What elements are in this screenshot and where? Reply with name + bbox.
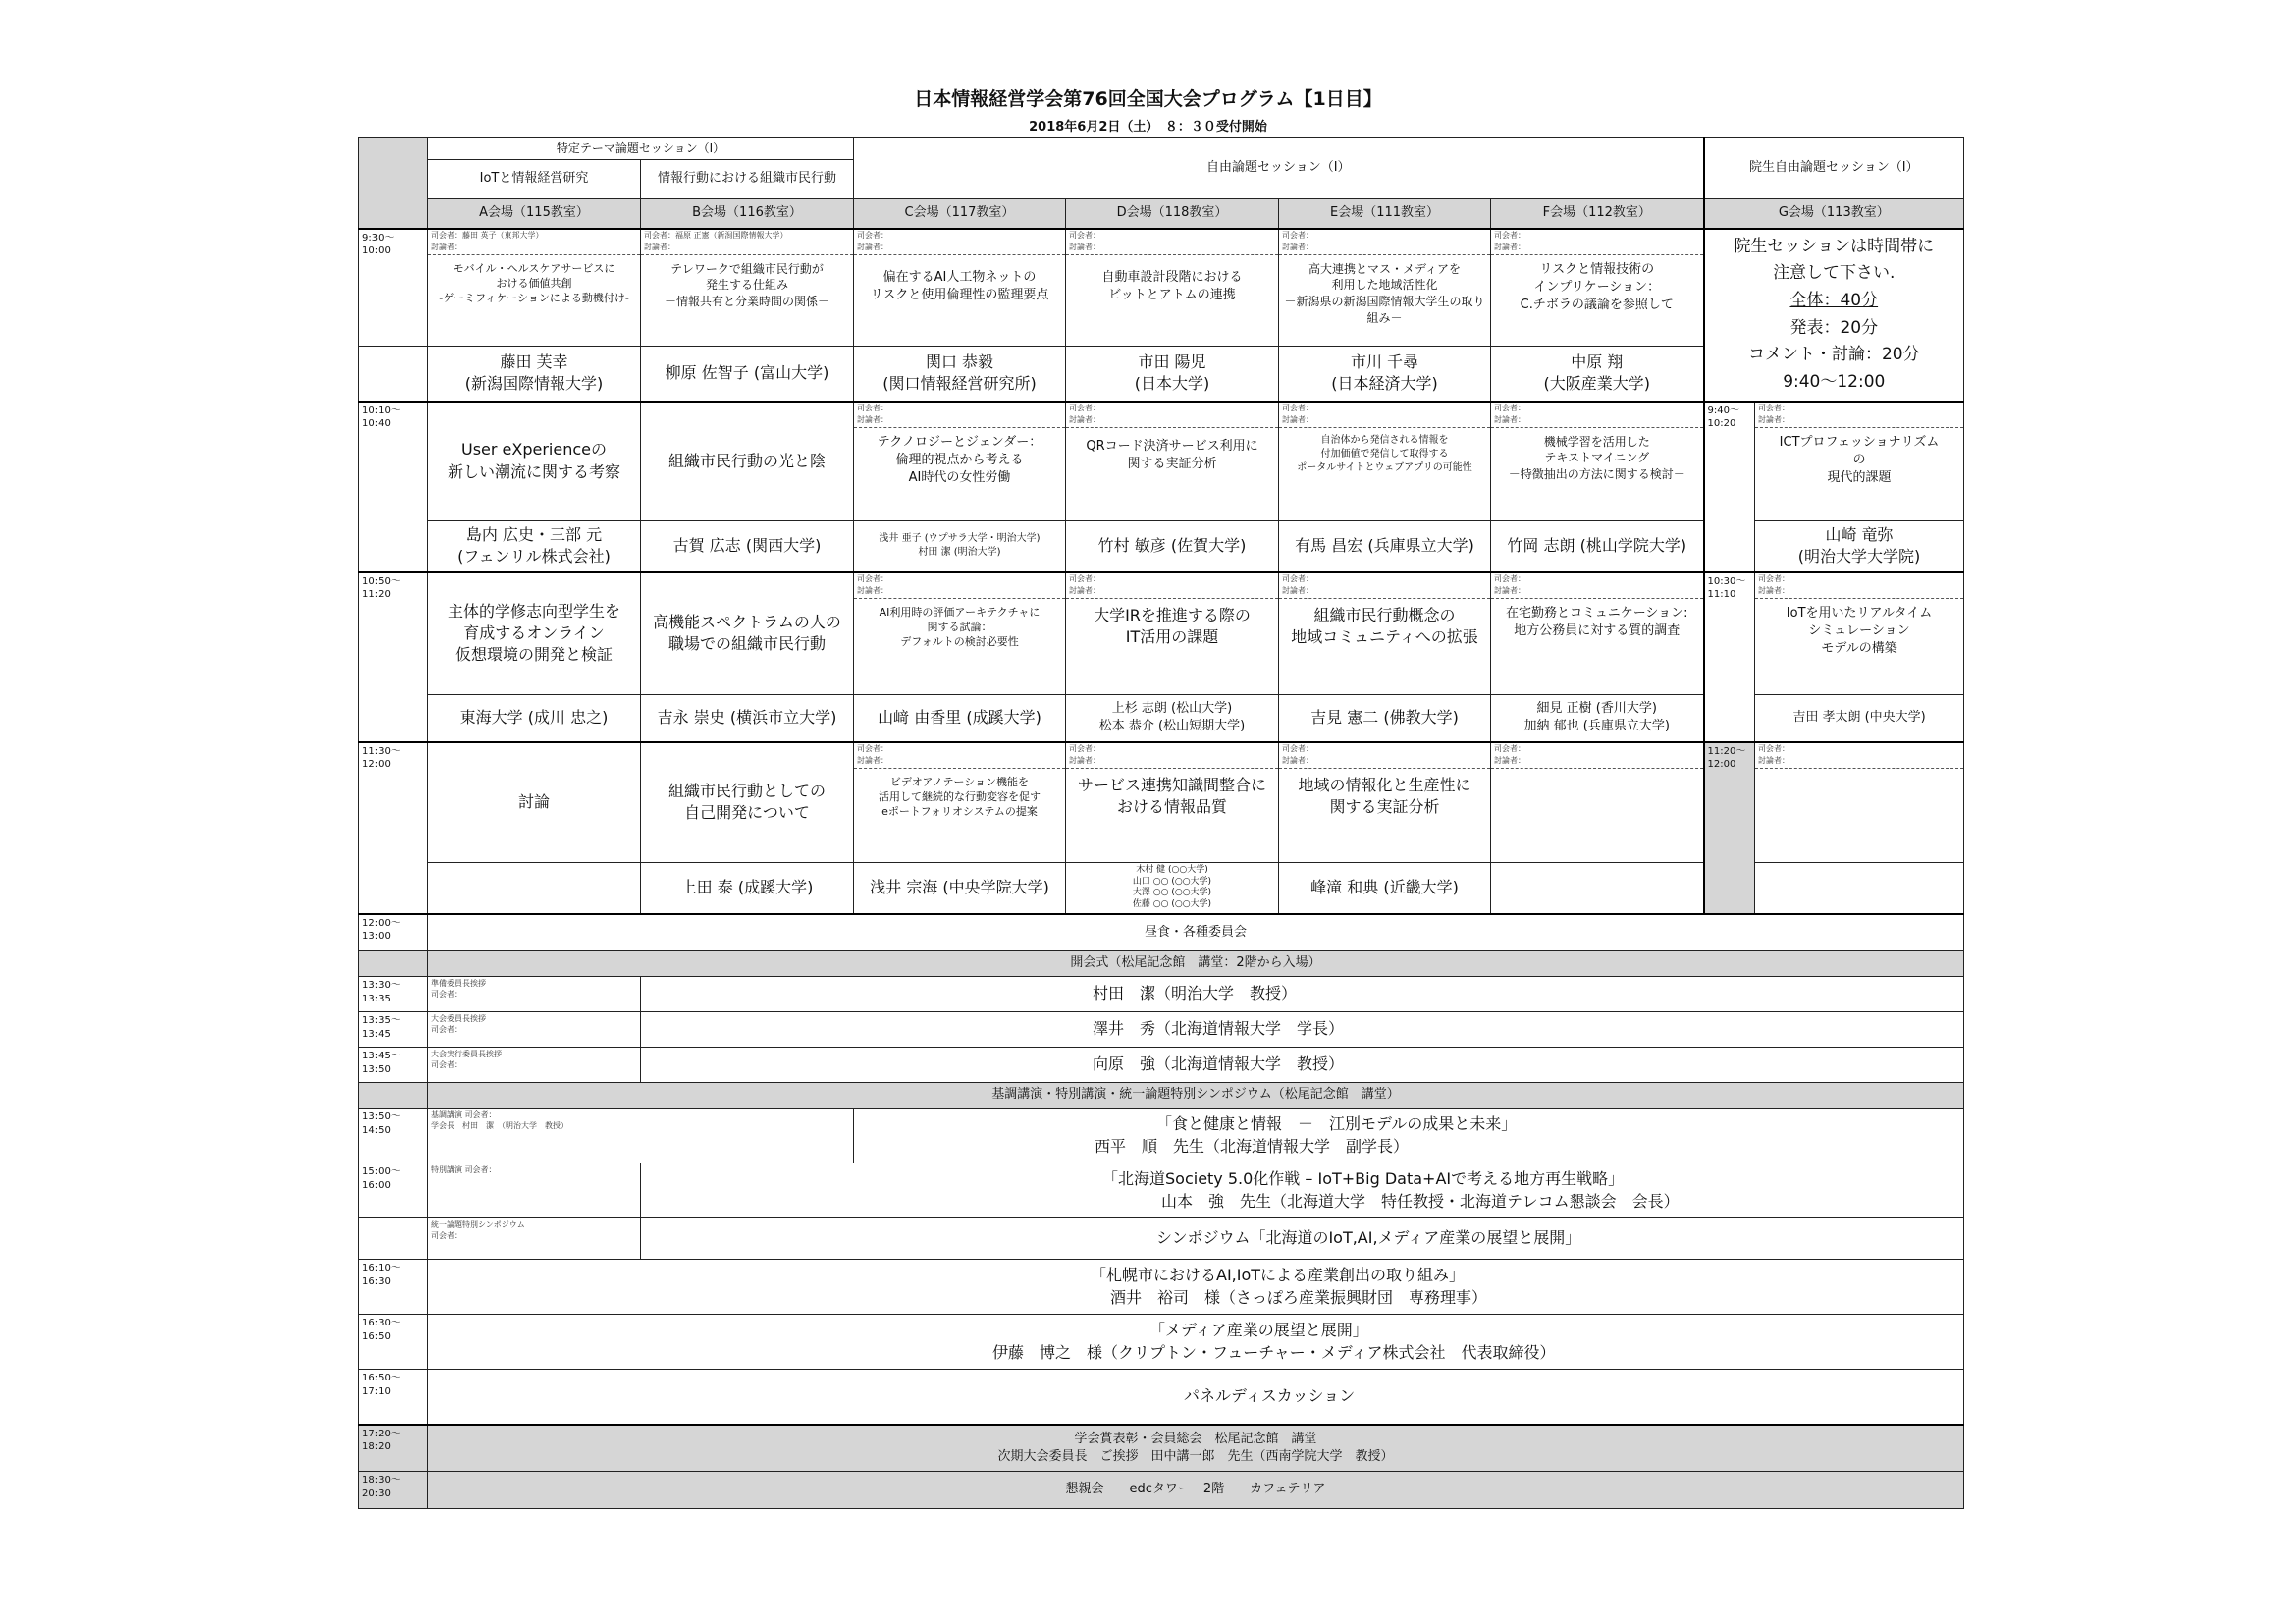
room-f: F会場（112教室） (1491, 199, 1704, 229)
time-opening-1: 13:30～ 13:35 (359, 977, 428, 1012)
s2-g-chair: 司会者： (1758, 403, 1790, 412)
s3-f-speaker: 細見 正樹 (香川大学) 加納 郁也 (兵庫県立大学) (1491, 695, 1704, 742)
opening-1-text: 村田 潔（明治大学 教授） (641, 977, 1964, 1012)
s1-b-title: テレワークで組織市民行動が 発生する仕組み －情報共有と分業時間の関係－ (664, 261, 829, 309)
opening-3-label: 大会実行委員長挨拶 司会者： (428, 1048, 641, 1083)
grad-note (1704, 229, 1964, 402)
time-s4: 11:30～ 12:00 (359, 742, 428, 914)
s4-e-speaker: 峰滝 和典 (近畿大学) (1279, 863, 1491, 914)
grad-note-3: 全体：40分 (1789, 290, 1879, 310)
g-time-s3: 10:30～ 11:10 (1704, 572, 1755, 742)
opening-2-label: 大会委員長挨拶 司会者： (428, 1012, 641, 1048)
s4-g-discussant: 討論者： (1755, 755, 1963, 769)
s1-a-title: モバイル・ヘルスケアサービスに おける価値共創 -ゲーミフィケーションによる動機付け- (439, 261, 629, 305)
page-title: 日本情報経営学会第76回全国大会プログラム【1日目】 (914, 88, 1382, 110)
special-session-header: 特定テーマ論題セッション（Ⅰ） (428, 138, 854, 160)
s2-g-title: ICTプロフェッショナリズム の 現代的課題 (1779, 434, 1940, 486)
keynote-2-title: 「北海道Society 5.0化作戦 – IoT+Big Data+AIで考える地方再生戦略」 (1102, 1169, 1625, 1189)
opening-header: 開会式（松尾記念館 講堂：2階から入場） (428, 951, 1964, 977)
grad-session-header: 院生自由論題セッション（Ⅰ） (1704, 138, 1964, 199)
theme-b: 情報行動における組織市民行動 (641, 160, 854, 199)
s3-d-title: 大学IRを推進する際の IT活用の課題 (1094, 605, 1251, 647)
keynote-1 (854, 1109, 1964, 1163)
s1-a-speaker: 藤田 芙幸 (新潟国際情報大学) (428, 347, 641, 402)
s3-f-title: 在宅勤務とコミュニケーション: 地方公務員に対する質的調査 (1505, 605, 1688, 638)
s4-f-speaker (1491, 863, 1704, 914)
s4-f-chair: 司会者： (1494, 743, 1525, 753)
s1-e-chair: 司会者： (1282, 230, 1313, 240)
s1-c-speaker: 関口 恭毅 (関口情報経営研究所) (854, 347, 1066, 402)
s2-d-chair: 司会者： (1069, 403, 1100, 412)
s1-a-chair: 司会者：藤田 英子（東邦大学） (431, 230, 544, 240)
s4-g-chair: 司会者： (1758, 743, 1790, 753)
free-session-header: 自由論題セッション（Ⅰ） (854, 138, 1704, 199)
s4-d-title: サービス連携知識間整合に おける情報品質 (1077, 775, 1266, 817)
s2-g-discussant: 討論者： (1755, 414, 1963, 428)
s3-g-discussant: 討論者： (1755, 585, 1963, 599)
s2-c-chair: 司会者： (857, 403, 888, 412)
s4-e-title: 地域の情報化と生産性に 関する実証分析 (1298, 775, 1471, 817)
sym-1-title: 「札幌市におけるAI,IoTによる産業創出の取り組み」 (1091, 1266, 1466, 1285)
s2-d-speaker: 竹村 敏彦 (佐賀大学) (1066, 521, 1279, 572)
s4-c-discussant: 討論者： (854, 755, 1065, 769)
s4-d-paper (1066, 742, 1279, 863)
grad-note-6: 9:40～12:00 (1783, 371, 1886, 392)
opening-1-label: 準備委員長挨拶 司会者： (428, 977, 641, 1012)
s2-b-speaker: 古賀 広志 (関西大学) (641, 521, 854, 572)
s3-e-paper (1279, 572, 1491, 695)
room-e: E会場（111教室） (1279, 199, 1491, 229)
s1-d-chair: 司会者： (1069, 230, 1100, 240)
s3-e-chair: 司会者： (1282, 573, 1313, 583)
s2-e-speaker: 有馬 昌宏 (兵庫県立大学) (1279, 521, 1491, 572)
s1-b-discussant: 討論者： (641, 242, 853, 255)
s4-g-speaker (1755, 863, 1964, 914)
s2-e-discussant: 討論者： (1279, 414, 1490, 428)
time-keynote-2: 15:00～ 16:00 (359, 1163, 428, 1218)
s4-e-chair: 司会者： (1282, 743, 1313, 753)
time-s3: 10:50～ 11:20 (359, 572, 428, 742)
s1-c-paper (854, 229, 1066, 347)
s2-f-paper (1491, 402, 1704, 521)
grad-note-4: 発表：20分 (1789, 317, 1879, 338)
time-party: 18:30～ 20:30 (359, 1472, 428, 1509)
s3-g-title: IoTを用いたリアルタイム シミュレーション モデルの構築 (1786, 605, 1933, 657)
s2-e-chair: 司会者： (1282, 403, 1313, 412)
s2-f-speaker: 竹岡 志朗 (桃山学院大学) (1491, 521, 1704, 572)
keynote-1-speaker: 西平 順 先生（北海道情報大学 副学長） (1095, 1136, 1410, 1156)
s2-a-title: User eXperienceの 新しい潮流に関する考察 (428, 402, 641, 521)
s1-b-chair: 司会者：福原 正憲（新潟国際情報大学） (644, 230, 788, 240)
grad-note-5: コメント・討論：20分 (1747, 345, 1920, 365)
room-a: A会場（115教室） (428, 199, 641, 229)
s2-d-title: QRコード決済サービス利用に 関する実証分析 (1086, 438, 1258, 471)
s4-c-speaker: 浅井 宗海 (中央学院大学) (854, 863, 1066, 914)
s3-e-title: 組織市民行動概念の 地域コミュニティへの拡張 (1291, 605, 1478, 647)
s3-e-discussant: 討論者： (1279, 585, 1490, 599)
s3-d-discussant: 討論者： (1066, 585, 1278, 599)
keynote-header: 基調講演・特別講演・統一論題特別シンポジウム（松尾記念館 講堂） (428, 1083, 1964, 1109)
s4-d-discussant: 討論者： (1066, 755, 1278, 769)
s1-e-discussant: 討論者： (1279, 242, 1490, 255)
closing-line-2: 次期大会委員長 ご挨拶 田中講一郎 先生（西南学院大学 教授） (997, 1448, 1394, 1464)
s3-f-discussant: 討論者： (1491, 585, 1703, 599)
keynote-1-title: 「食と健康と情報 － 江別モデルの成果と未来」 (1156, 1114, 1518, 1134)
s3-g-paper (1755, 572, 1964, 695)
opening-3-text: 向原 強（北海道情報大学 教授） (641, 1048, 1964, 1083)
s1-f-title: リスクと情報技術の インプリケーション： C.チボラの議論を参照して (1520, 261, 1674, 313)
s4-c-chair: 司会者： (857, 743, 888, 753)
s1-f-speaker: 中原 翔 (大阪産業大学) (1491, 347, 1704, 402)
time-sym-2: 16:30～ 16:50 (359, 1315, 428, 1370)
s4-f-discussant: 討論者： (1491, 755, 1703, 769)
s3-g-speaker: 吉田 孝太朗 (中央大学) (1755, 695, 1964, 742)
keynote-2-speaker: 山本 強 先生（北海道大学 特任教授・北海道テレコム懇談会 会長） (1161, 1191, 1680, 1211)
s1-c-chair: 司会者： (857, 230, 888, 240)
time-s2: 10:10～ 10:40 (359, 402, 428, 572)
s2-a-speaker: 島内 広史・三部 元 (フェンリル株式会社) (428, 521, 641, 572)
symposium-title: シンポジウム「北海道のIoT,AI,メディア産業の展望と展開」 (641, 1218, 1964, 1260)
lunch-text: 昼食・各種委員会 (428, 914, 1964, 951)
closing-line-1: 学会賞表彰・会員総会 松尾記念館 講堂 (1074, 1431, 1317, 1446)
program-table (358, 137, 1964, 1509)
sym-1-speaker: 酒井 裕司 様（さっぽろ産業振興財団 専務理事） (1110, 1287, 1488, 1307)
s1-e-speaker: 市川 千尋 (日本経済大学) (1279, 347, 1491, 402)
s3-c-speaker: 山﨑 由香里 (成蹊大学) (854, 695, 1066, 742)
room-d: D会場（118教室） (1066, 199, 1279, 229)
s2-c-speaker: 浅井 亜子 (ウプサラ大学・明治大学) 村田 潔 (明治大学) (854, 521, 1066, 572)
s3-e-speaker: 吉見 憲二 (佛教大学) (1279, 695, 1491, 742)
keynote-1-label: 基調講演 司会者： 学会長 村田 潔 （明治大学 教授） (428, 1109, 854, 1163)
s4-e-paper (1279, 742, 1491, 863)
s3-f-paper (1491, 572, 1704, 695)
s1-a-paper (428, 229, 641, 347)
time-s1: 9:30～ 10:00 (359, 229, 428, 347)
s2-d-discussant: 討論者： (1066, 414, 1278, 428)
g-time-s4: 11:20～ 12:00 (1704, 742, 1755, 914)
s4-d-speaker: 木村 健 (○○大学) 山口 ○○ (○○大学) 大澤 ○○ (○○大学) 佐藤 ○○ (○○大学) (1066, 863, 1279, 914)
s3-b-speaker: 吉永 崇史 (横浜市立大学) (641, 695, 854, 742)
s3-f-chair: 司会者： (1494, 573, 1525, 583)
s3-a-title: 主体的学修志向型学生を 育成するオンライン 仮想環境の開発と検証 (428, 572, 641, 695)
s3-a-speaker: 東海大学 (成川 忠之) (428, 695, 641, 742)
grad-note-2: 注意して下さい. (1773, 263, 1896, 284)
time-opening-2: 13:35～ 13:45 (359, 1012, 428, 1048)
sym-talk-2 (428, 1315, 1964, 1370)
time-panel: 16:50～ 17:10 (359, 1370, 428, 1425)
s3-c-chair: 司会者： (857, 573, 888, 583)
time-sym-1: 16:10～ 16:30 (359, 1260, 428, 1315)
s1-e-paper (1279, 229, 1491, 347)
keynote-2-label: 特別講演 司会者： (428, 1163, 641, 1218)
s3-c-paper (854, 572, 1066, 695)
sym-talk-1 (428, 1260, 1964, 1315)
s1-f-paper (1491, 229, 1704, 347)
time-keynote-1: 13:50～ 14:50 (359, 1109, 428, 1163)
closing (428, 1425, 1964, 1472)
room-g: G会場（113教室） (1704, 199, 1964, 229)
corner-cell (359, 138, 428, 229)
s4-e-discussant: 討論者： (1279, 755, 1490, 769)
s2-c-discussant: 討論者： (854, 414, 1065, 428)
s4-a-speaker (428, 863, 641, 914)
s1-b-paper (641, 229, 854, 347)
room-c: C会場（117教室） (854, 199, 1066, 229)
s4-f-paper (1491, 742, 1704, 863)
keynote-2 (641, 1163, 1964, 1218)
sym-2-speaker: 伊藤 博之 様（クリプトン・フューチャー・メディア株式会社 代表取締役） (992, 1342, 1556, 1362)
s4-b-title: 組織市民行動としての 自己開発について (641, 742, 854, 863)
room-b: B会場（116教室） (641, 199, 854, 229)
s4-c-paper (854, 742, 1066, 863)
s3-b-title: 高機能スペクトラムの人の 職場での組織市民行動 (641, 572, 854, 695)
s1-c-discussant: 討論者： (854, 242, 1065, 255)
s2-g-paper (1755, 402, 1964, 521)
s4-g-paper (1755, 742, 1964, 863)
g-time-s2: 9:40～ 10:20 (1704, 402, 1755, 572)
s4-c-title: ビデオアノテーション機能を 活用して継続的な行動変容を促す eポートフォリオシステムの提案 (879, 775, 1041, 819)
s2-b-title: 組織市民行動の光と陰 (641, 402, 854, 521)
s2-f-title: 機械学習を活用した テキストマイニング －特徴抽出の方法に関する検討－ (1508, 434, 1685, 482)
s2-g-speaker: 山崎 竜弥 (明治大学大学院) (1755, 521, 1964, 572)
s1-d-discussant: 討論者： (1066, 242, 1278, 255)
s3-c-discussant: 討論者： (854, 585, 1065, 599)
s3-d-paper (1066, 572, 1279, 695)
s4-b-speaker: 上田 泰 (成蹊大学) (641, 863, 854, 914)
s1-d-speaker: 市田 陽児 (日本大学) (1066, 347, 1279, 402)
s2-f-discussant: 討論者： (1491, 414, 1703, 428)
s2-e-title: 自治体から発信される情報を 付加価値で発信して取得する ポータルサイトとウェブアプリの可能性 (1297, 434, 1472, 473)
s1-d-title: 自動車設計段階における ビットとアトムの連携 (1101, 269, 1243, 302)
s3-d-speaker: 上杉 志朗 (松山大学) 松本 恭介 (松山短期大学) (1066, 695, 1279, 742)
grad-note-1: 院生セッションは時間帯に (1734, 236, 1935, 256)
s1-f-chair: 司会者： (1494, 230, 1525, 240)
opening-2-text: 澤井 秀（北海道情報大学 学長） (641, 1012, 1964, 1048)
time-opening-3: 13:45～ 13:50 (359, 1048, 428, 1083)
page-subtitle: 2018年6月2日（土） ８：３０受付開始 (1029, 120, 1267, 135)
s3-g-chair: 司会者： (1758, 573, 1790, 583)
s1-f-discussant: 討論者： (1491, 242, 1703, 255)
time-closing: 17:20～ 18:20 (359, 1425, 428, 1472)
symposium-label: 統一論題特別シンポジウム 司会者： (428, 1218, 641, 1260)
party-text: 懇親会 edcタワー 2階 カフェテリア (428, 1472, 1964, 1509)
s2-c-paper (854, 402, 1066, 521)
s1-e-title: 高大連携とマス・メディアを 利用した地域活性化 －新潟県の新潟国際情報大学生の取り組み－ (1284, 261, 1485, 326)
s2-f-chair: 司会者： (1494, 403, 1525, 412)
theme-a: IoTと情報経営研究 (428, 160, 641, 199)
s2-c-title: テクノロジーとジェンダー： 倫理的視点から考える AI時代の女性労働 (877, 434, 1042, 486)
s1-a-discussant: 討論者： (428, 242, 640, 255)
panel-text: パネルディスカッション (428, 1370, 1964, 1425)
sym-2-title: 「メディア産業の展望と展開」 (1149, 1321, 1368, 1340)
s1-d-paper (1066, 229, 1279, 347)
s3-c-title: AI利用時の評価アーキテクチャに 関する試論： デフォルトの検討必要性 (879, 605, 1041, 649)
s3-d-chair: 司会者： (1069, 573, 1100, 583)
time-lunch: 12:00～ 13:00 (359, 914, 428, 951)
s2-d-paper (1066, 402, 1279, 521)
s4-d-chair: 司会者： (1069, 743, 1100, 753)
s1-b-speaker: 柳原 佐智子 (富山大学) (641, 347, 854, 402)
s4-a-title: 討論 (428, 742, 641, 863)
s1-c-title: 偏在するAI人工物ネットの リスクと使用倫理性の監理要点 (870, 269, 1049, 302)
s2-e-paper (1279, 402, 1491, 521)
